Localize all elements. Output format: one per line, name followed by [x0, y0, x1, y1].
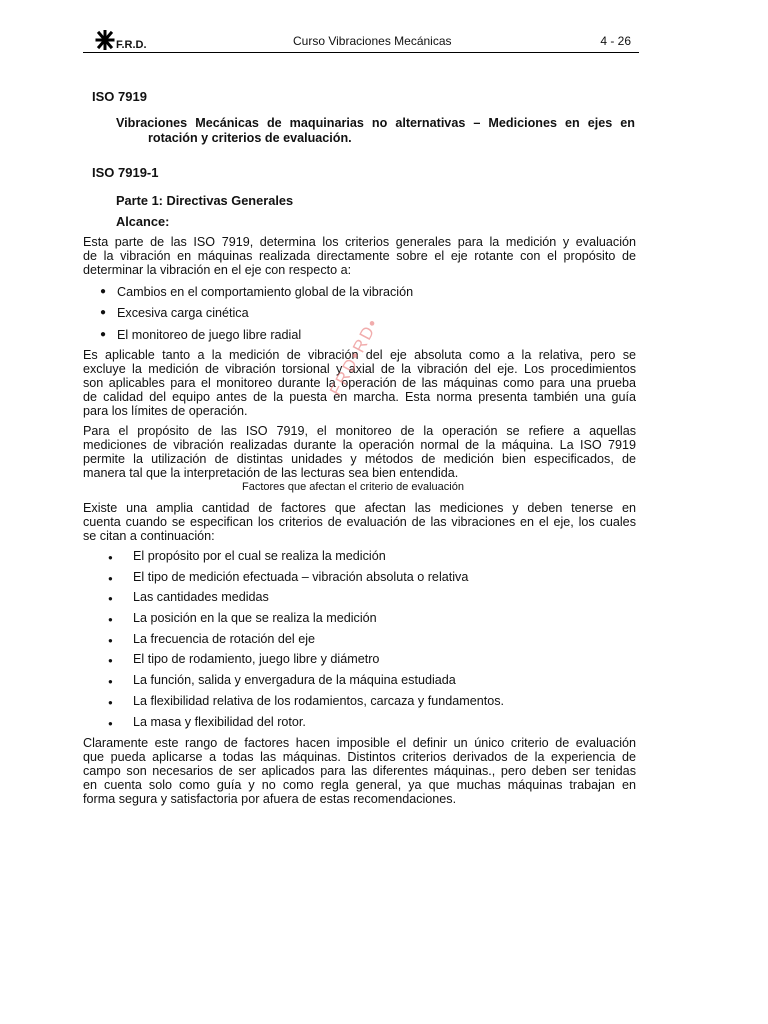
paragraph-line: determinar la vibración en el eje con respecto a: — [83, 263, 352, 277]
document-subtitle — [116, 116, 635, 146]
paragraph-line: que pueda aplicarse a todas las máquinas. Distintos criterios derivados de la experiencia de — [83, 750, 636, 764]
paragraph-line: Para el propósito de las ISO 7919, el monitoreo de la operación se refiere a aquellas — [83, 424, 636, 438]
scope-title: Alcance: — [116, 214, 170, 229]
heading-iso-7919-1: ISO 7919-1 — [92, 165, 159, 180]
paragraph-line: forma segura y satisfactoria por afuera de estas recomendaciones. — [83, 792, 457, 806]
paragraph-line: de calidad del equipo antes de la puesta en marcha. Esta norma presenta también una guía — [83, 390, 636, 404]
paragraph-line: Existe una amplia cantidad de factores que afectan las mediciones y deben tenerse en — [83, 501, 636, 515]
list-item: ● Cambios en el comportamiento global de la vibración — [100, 285, 414, 299]
paragraph-line: son aplicables para el monitoreo durante la operación de las máquinas como para una prueba — [83, 376, 636, 390]
page-number: 4 - 26 — [600, 34, 631, 48]
paragraph-line: permite la utilización de distintas unidades y métodos de medición bien especificados, de — [83, 452, 636, 466]
bullet-icon: ● — [108, 594, 113, 604]
utn-logo-icon — [95, 30, 115, 50]
list-item: ● La masa y flexibilidad del rotor. — [108, 714, 306, 729]
heading-iso-7919: ISO 7919 — [92, 89, 147, 104]
paragraph-line: Es aplicable tanto a la medición de vibración del eje absoluta como a la relativa, pero se — [83, 348, 636, 362]
bullet-icon: ● — [108, 635, 113, 645]
list-item: ● El tipo de medición efectuada – vibración absoluta o relativa — [108, 569, 469, 584]
paragraph-line: Esta parte de las ISO 7919, determina los criterios generales para la medición y evaluación — [83, 235, 636, 249]
bullet-icon: ● — [108, 677, 113, 687]
list-item: ● El tipo de rodamiento, juego libre y diámetro — [108, 652, 380, 667]
list-item: ● Las cantidades medidas — [108, 590, 269, 605]
watermark: FRD•RD• — [326, 314, 383, 399]
paragraph-line: campo son necesarios de ser aplicados para las diferentes máquinas., pero deben ser tenidas — [83, 764, 636, 778]
paragraph-line: cuenta cuando se especifican los criterios de evaluación de las vibraciones en el eje, los cuales — [83, 515, 636, 529]
list-item: ● El propósito por el cual se realiza la medición — [108, 549, 386, 563]
subtitle-line-1: Vibraciones Mecánicas de maquinarias no alternativas – Mediciones en ejes en — [116, 116, 635, 130]
paragraph-line: de la vibración en máquinas realizada directamente sobre el eje rotante con el propósito de — [83, 249, 636, 263]
list-item: ● Excesiva carga cinética — [100, 306, 249, 320]
subtitle-line-2: rotación y criterios de evaluación. — [148, 131, 352, 145]
bullet-icon: ● — [100, 307, 107, 318]
bullet-icon: ● — [108, 718, 113, 728]
paragraph-scope — [83, 235, 636, 277]
paragraph-conclusion — [83, 736, 636, 806]
bullet-icon: ● — [100, 286, 107, 297]
list-item: ● El monitoreo de juego libre radial — [100, 328, 302, 342]
paragraph-line: mediciones de vibración realizadas durante la operación normal de la máquina. La ISO 7919 — [83, 438, 636, 452]
section-caption: Factores que afectan el criterio de evaluación — [242, 481, 464, 493]
paragraph-monitoring — [83, 424, 636, 480]
list-item: ● La flexibilidad relativa de los rodamientos, carcaza y fundamentos. — [108, 693, 505, 708]
bullet-icon: ● — [108, 697, 113, 707]
paragraph-line: manera tal que la interpretación de las lecturas sea bien entendida. — [83, 466, 459, 480]
paragraph-line: en cuenta solo como guía y no como regla general, ya que muchas máquinas trabajan en — [83, 778, 636, 792]
paragraph-line: Claramente este rango de factores hacen imposible el definir un único criterio de evaluación — [83, 736, 636, 750]
org-abbrev: F.R.D. — [116, 39, 147, 51]
page-header — [83, 28, 639, 53]
bullet-icon: ● — [100, 329, 107, 340]
paragraph-line: se citan a continuación: — [83, 529, 215, 543]
bullet-icon: ● — [108, 656, 113, 666]
bullet-icon: ● — [108, 573, 113, 583]
bullet-icon: ● — [108, 553, 113, 562]
paragraph-line: excluye la medición de vibración torsional y axial de la vibración del eje. Los procedimientos — [83, 362, 636, 376]
part-title: Parte 1: Directivas Generales — [116, 193, 294, 208]
paragraph-factors — [83, 501, 636, 543]
paragraph-line: para los límites de operación. — [83, 404, 248, 418]
bullet-icon: ● — [108, 615, 113, 625]
list-item: ● La función, salida y envergadura de la máquina estudiada — [108, 673, 456, 688]
course-title: Curso Vibraciones Mecánicas — [293, 34, 452, 48]
list-item: ● La frecuencia de rotación del eje — [108, 631, 316, 646]
factors-bullet-list — [108, 549, 504, 735]
list-item: ● La posición en la que se realiza la medición — [108, 611, 377, 626]
